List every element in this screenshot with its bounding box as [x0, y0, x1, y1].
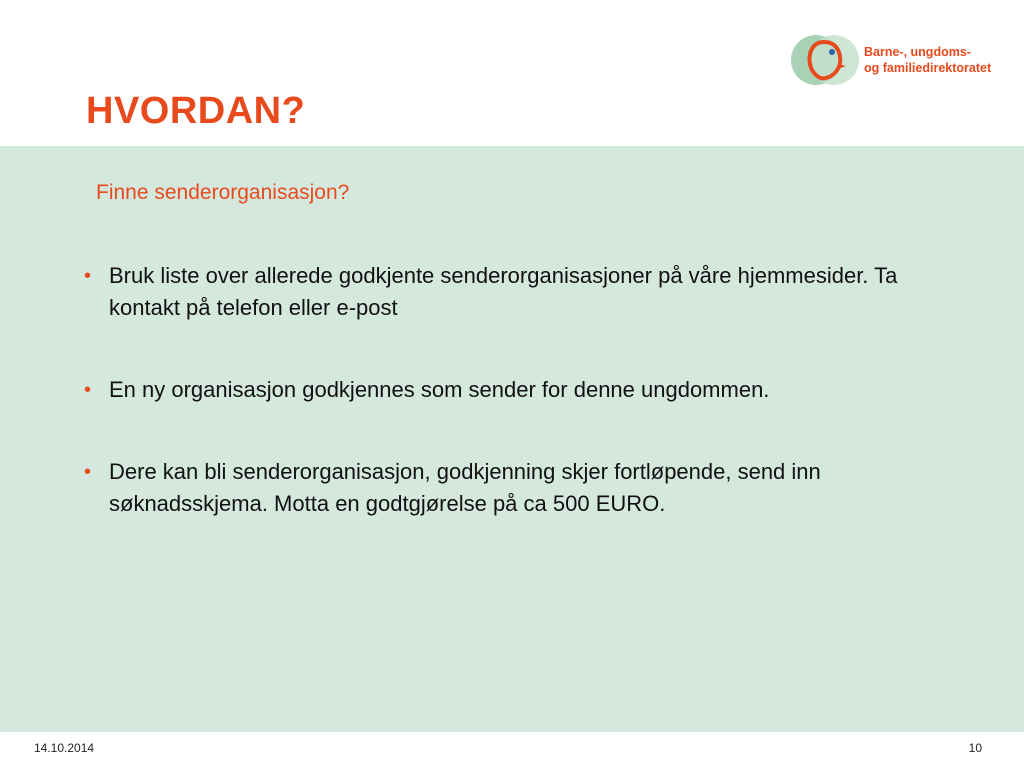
slide-header	[0, 0, 1024, 146]
bufdir-logo-icon	[790, 34, 862, 86]
logo-wordmark	[864, 44, 991, 76]
bullet-text: En ny organisasjon godkjennes som sender for denne ungdommen.	[109, 377, 770, 402]
bullet-text: Dere kan bli senderorganisasjon, godkjenning skjer fortløpende, send inn søknadsskjema. Motta en godtgjørelse på ca 500 EURO.	[109, 459, 821, 516]
page-number: 10	[968, 741, 982, 755]
bullet-dot-icon: •	[84, 265, 92, 287]
bullet-item	[84, 456, 964, 520]
slide-subtitle: Finne senderorganisasjon?	[96, 181, 350, 204]
bullet-item	[84, 260, 964, 324]
bullet-list	[84, 260, 964, 570]
bullet-dot-icon: •	[84, 379, 92, 401]
bullet-dot-icon: •	[84, 461, 92, 483]
logo-line-1: Barne-, ungdoms-	[864, 45, 971, 59]
footer-date: 14.10.2014	[34, 741, 95, 755]
logo-line-2: og familiedirektoratet	[864, 61, 992, 75]
bullet-text: Bruk liste over allerede godkjente senderorganisasjoner på våre hjemmesider. Ta kontakt på telefon eller e-post	[109, 263, 898, 320]
slide-title: HVORDAN?	[86, 90, 306, 132]
bullet-item	[84, 374, 964, 406]
organization-logo	[790, 34, 990, 86]
slide-content	[0, 146, 1024, 732]
